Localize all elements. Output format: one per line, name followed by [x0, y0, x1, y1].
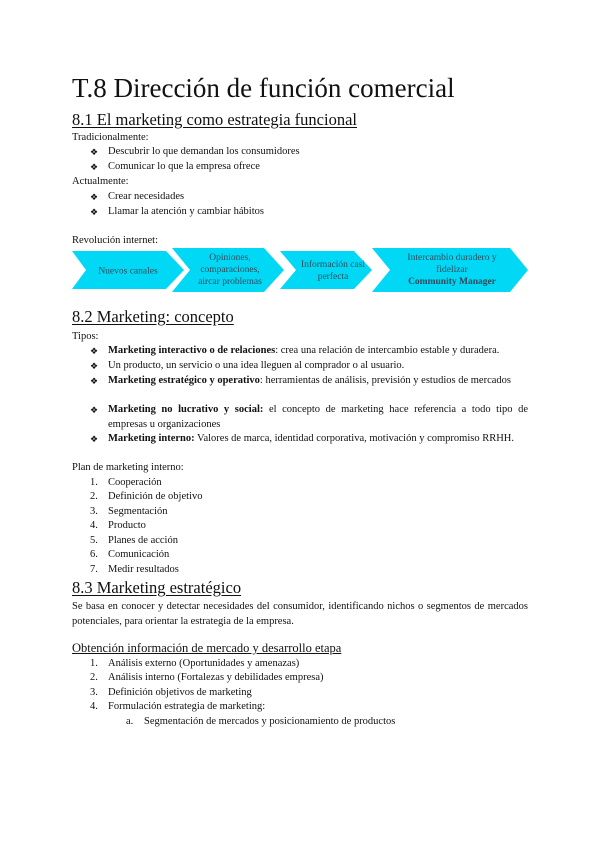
list-item: ❖ Un producto, un servicio o una idea lleguen al comprador o al usuario. — [90, 359, 528, 374]
label-tradicionalmente: Tradicionalmente: — [72, 132, 149, 143]
list-item: 2. Definición de objetivo — [90, 491, 203, 502]
page-title: T.8 Dirección de función comercial — [72, 73, 455, 103]
list-item: 5. Planes de acción — [90, 535, 178, 546]
section-heading-8-1: 8.1 El marketing como estrategia funcional — [72, 110, 357, 129]
label-tipos: Tipos: — [72, 331, 99, 342]
flow-step-3-line-1: Información casi — [300, 260, 366, 270]
list-item: ❖ Comunicar lo que la empresa ofrece — [90, 160, 528, 175]
list-item: ❖ Crear necesidades — [90, 190, 528, 205]
list-item: 3. Segmentación — [90, 506, 168, 517]
list-item: ❖ Descubrir lo que demandan los consumidores — [90, 145, 528, 160]
flow-step-2-line-3: aircar problemas — [198, 277, 262, 287]
process-flow-diagram — [72, 248, 528, 292]
flow-step-3-line-2: perfecta — [317, 272, 349, 282]
list-item: 1. Análisis externo (Oportunidades y amenazas) — [90, 658, 300, 669]
list-item: ❖ Llamar la atención y cambiar hábitos — [90, 205, 528, 220]
flow-step-4-bold-line: Community Manager — [408, 277, 496, 287]
list-item: 2. Análisis interno (Fortalezas y debilidades empresa) — [90, 672, 324, 683]
label-plan-marketing: Plan de marketing interno: — [72, 462, 184, 473]
diamond-bullet-icon: ❖ — [90, 405, 99, 415]
flow-arrow-3 — [280, 251, 372, 289]
diamond-bullet-icon: ❖ — [90, 192, 99, 202]
list-item: 7. Medir resultados — [90, 564, 179, 575]
list-item: ❖ Marketing no lucrativo y social: el concepto de marketing hace referencia a todo tipo de empresas u organizaciones — [90, 404, 529, 430]
list-item: 1. Cooperación — [90, 477, 162, 488]
flow-step-4-line-2: fidelizar — [436, 265, 468, 275]
flow-step-2-line-1: Opiniones, — [209, 253, 251, 263]
diamond-bullet-icon: ❖ — [90, 162, 99, 172]
subsection-heading: Obtención información de mercado y desarrollo etapa — [72, 641, 342, 655]
section-heading-8-3: 8.3 Marketing estratégico — [72, 578, 242, 597]
list-item: 4. Producto — [90, 520, 146, 531]
list-item: 3. Definición objetivos de marketing — [90, 687, 252, 698]
label-revolucion-internet: Revolución internet: — [72, 235, 159, 246]
diamond-bullet-icon: ❖ — [90, 361, 99, 371]
flow-step-2-line-2: comparaciones, — [200, 265, 260, 275]
diamond-bullet-icon: ❖ — [90, 434, 99, 444]
diamond-bullet-icon: ❖ — [90, 207, 99, 217]
flow-step-4-line-1: Intercambio duradero y — [407, 253, 497, 263]
list-item: ❖ Marketing interno: Valores de marca, identidad corporativa, motivación y compromiso RRHH. — [90, 432, 528, 447]
list-item: ❖ Marketing estratégico y operativo: herramientas de análisis, previsión y estudios de mercados — [90, 374, 528, 389]
list-item: ❖ Marketing interactivo o de relaciones: crea una relación de intercambio estable y duradera. — [90, 344, 528, 359]
diamond-bullet-icon: ❖ — [90, 147, 99, 157]
flow-step-1-line-1: Nuevos canales — [98, 266, 158, 277]
diamond-bullet-icon: ❖ — [90, 376, 99, 386]
diamond-bullet-icon: ❖ — [90, 346, 99, 356]
list-item: 4. Formulación estrategia de marketing: — [90, 701, 266, 712]
list-item: a. Segmentación de mercados y posicionamiento de productos — [126, 716, 396, 727]
section-paragraph: Se basa en conocer y detectar necesidades del consumidor, identificando nichos o segmentos de mercados potenciales, para orientar la estrategia de la empresa. — [72, 601, 528, 627]
label-actualmente: Actualmente: — [72, 176, 129, 187]
list-item: 6. Comunicación — [90, 549, 170, 560]
section-heading-8-2: 8.2 Marketing: concepto — [72, 307, 234, 326]
